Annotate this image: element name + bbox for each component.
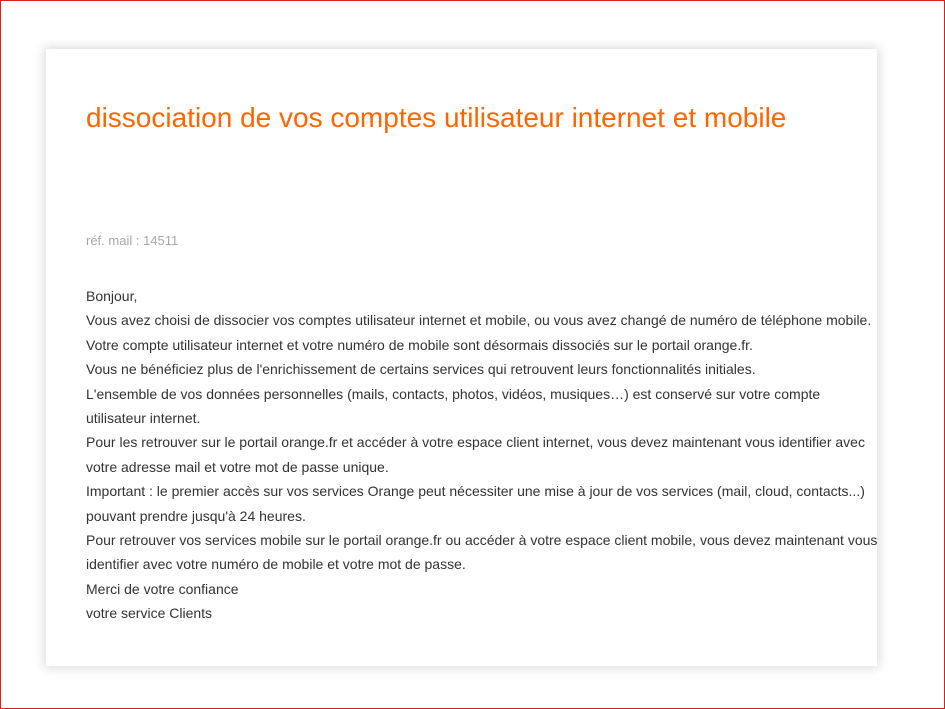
mail-reference: réf. mail : 14511 <box>86 233 179 248</box>
signature: votre service Clients <box>86 605 213 622</box>
body-paragraph: Vous avez choisi de dissocier vos comptes utilisateur internet et mobile, ou vous avez changé de numéro de téléphone mobile. <box>86 312 872 329</box>
body-paragraph: Votre compte utilisateur internet et votre numéro de mobile sont désormais dissociés sur le portail orange.fr. <box>86 336 753 353</box>
email-title: dissociation de vos comptes utilisateur internet et mobile <box>86 102 787 133</box>
closing: Merci de votre confiance <box>86 580 239 597</box>
body-paragraph: Pour retrouver vos services mobile sur le portail orange.fr ou accéder à votre espace client mobile, vous devez maintenant vous identifier avec votre numéro de mobile et votre mot de passe. <box>86 532 878 573</box>
greeting: Bonjour, <box>86 288 138 304</box>
important-notice: Important : le premier accès sur vos services Orange peut nécessiter une mise à jour de vos services (mail, cloud, contacts...) pouvant prendre jusqu'à 24 heures. <box>86 483 865 524</box>
body-paragraph: Vous ne bénéficiez plus de l'enrichissement de certains services qui retrouvent leurs fonctionnalités initiales. <box>86 361 756 378</box>
body-paragraph: Pour les retrouver sur le portail orange.fr et accéder à votre espace client internet, vous devez maintenant vous identifier avec votre adresse mail et votre mot de passe unique. <box>86 434 865 475</box>
email-card <box>46 49 877 666</box>
email-body <box>86 284 881 626</box>
body-paragraph: L'ensemble de vos données personnelles (mails, contacts, photos, vidéos, musiques…) est conservé sur votre compte utilisateur internet. <box>86 385 821 427</box>
